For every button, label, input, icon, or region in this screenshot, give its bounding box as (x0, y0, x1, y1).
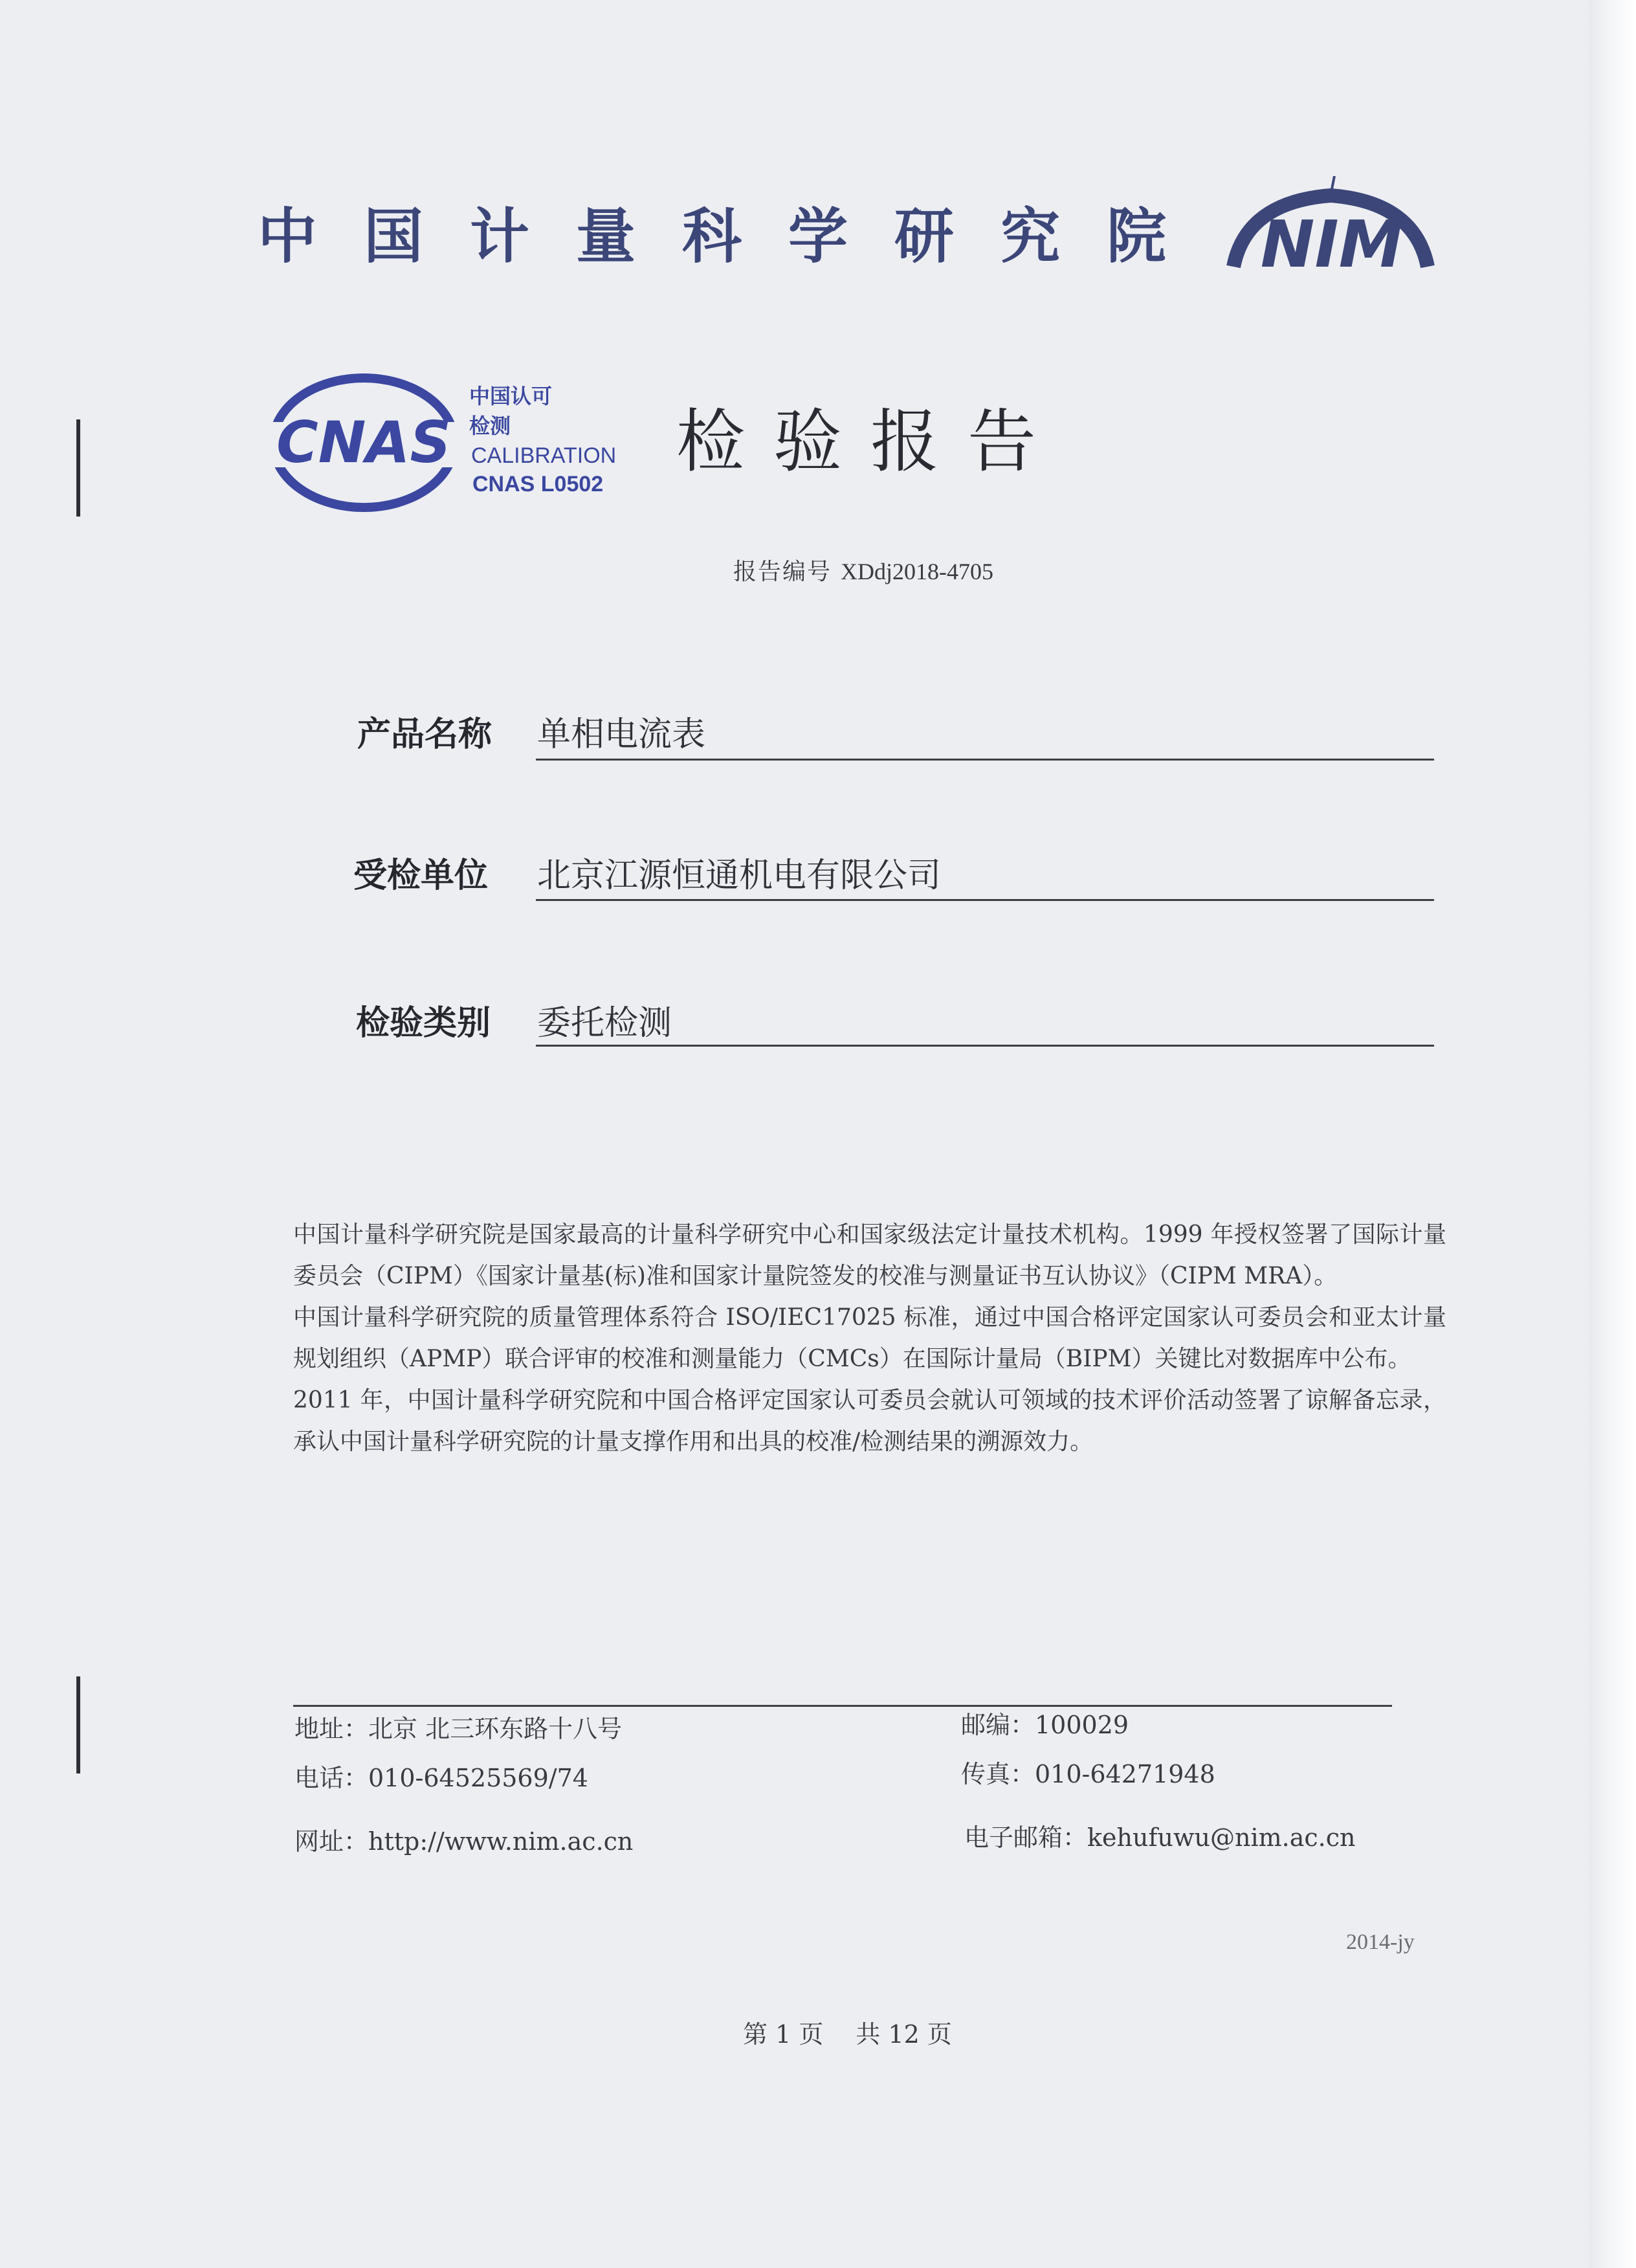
field-underline (536, 759, 1434, 761)
field-value-client: 北京江源恒通机电有限公司 (537, 856, 942, 895)
field-underline (536, 1045, 1434, 1047)
staple-mark-bottom (76, 1676, 80, 1773)
field-value-category: 委托检测 (537, 1004, 672, 1043)
cnas-cn-line2: 检测 (469, 414, 511, 438)
institute-name: 中国计量科学研究院 (258, 201, 1213, 271)
report-number (733, 553, 993, 586)
cnas-logo-text: CNAS (276, 409, 451, 476)
contact-email[interactable]: 电子邮箱：kehufuwu@nim.ac.cn (964, 1823, 1356, 1852)
report-number-label: 报告编号 (733, 559, 832, 585)
statement-paragraph: 中国计量科学研究院是国家最高的计量科学研究中心和国家级法定计量技术机构。1999 年授权签署了国际计量委员会（CIPM）《国家计量基(标)准和国家计量院签发的校准与测量证书互认协议》（CIPM MRA）。 (293, 1221, 1446, 1289)
nim-logo (1221, 176, 1441, 286)
cnas-code: CNAS L0502 (472, 472, 604, 496)
statement (293, 1214, 1446, 1463)
cnas-en-line: CALIBRATION (471, 443, 617, 468)
page-number: 第 1 页 共 12 页 (743, 2020, 952, 2049)
scan-edge (1589, 0, 1636, 2268)
field-label-client: 受检单位 (353, 856, 489, 895)
statement-paragraph: 2011 年，中国计量科学研究院和中国合格评定国家认可委员会就认可领域的技术评价活动签署了谅解备忘录，承认中国计量科学研究院的计量支撑作用和出具的校准/检测结果的溯源效力。 (293, 1387, 1446, 1455)
field-value-product: 单相电流表 (537, 715, 706, 754)
cnas-logo (267, 372, 461, 514)
field-label-product: 产品名称 (357, 715, 492, 754)
contact-postcode: 邮编：100029 (961, 1711, 1129, 1739)
document-title: 检验报告 (676, 402, 1065, 482)
divider (293, 1705, 1392, 1707)
nim-logo-text: NIM (1260, 206, 1404, 282)
staple-mark-top (76, 419, 80, 517)
field-underline (536, 899, 1434, 901)
statement-paragraph: 中国计量科学研究院的质量管理体系符合 ISO/IEC17025 标准，通过中国合格评定国家认可委员会和亚太计量规划组织（APMP）联合评审的校准和测量能力（CMCs）在国际计量局（BIPM）关键比对数据库中公布。 (293, 1304, 1446, 1372)
contact-fax: 传真：010-64271948 (961, 1760, 1215, 1788)
contact-website[interactable]: 网址：http://www.nim.ac.cn (294, 1827, 634, 1856)
contact-address: 地址：北京 北三环东路十八号 (294, 1715, 623, 1743)
contact-phone: 电话：010-64525569/74 (294, 1764, 588, 1792)
edition-code: 2014-jy (1346, 1930, 1415, 1954)
cnas-cn-line1: 中国认可 (469, 384, 553, 408)
field-label-category: 检验类别 (356, 1004, 491, 1043)
report-number-value: XDdj2018-4705 (841, 559, 994, 584)
